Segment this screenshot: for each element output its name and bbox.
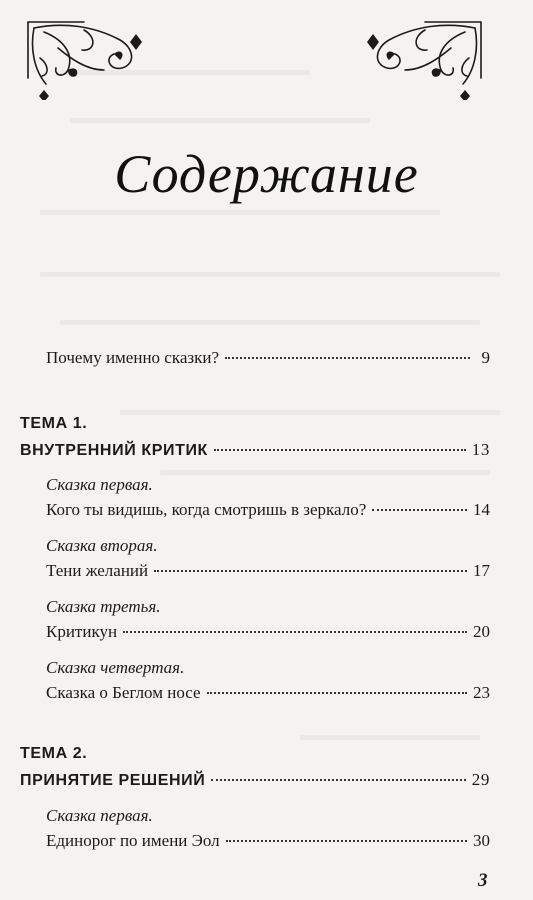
toc-entry-intro[interactable] bbox=[46, 348, 490, 372]
dot-leader bbox=[123, 631, 467, 633]
bleed-through bbox=[70, 118, 370, 123]
dot-leader bbox=[211, 779, 465, 781]
flourish-icon bbox=[357, 18, 485, 100]
toc-page-number: 30 bbox=[473, 831, 490, 850]
toc-entry-label: Почему именно сказки? bbox=[46, 348, 219, 367]
dot-leader bbox=[372, 509, 467, 511]
bleed-through bbox=[300, 735, 480, 740]
tale-ordinal: Сказка первая. bbox=[46, 806, 153, 825]
bleed-through bbox=[160, 470, 490, 475]
toc-entry-label: Единорог по имени Эол bbox=[46, 831, 220, 850]
dot-leader bbox=[225, 357, 470, 359]
toc-entry-theme-2[interactable] bbox=[20, 770, 490, 794]
theme-heading: ТЕМА 1. bbox=[20, 415, 88, 432]
page-title: Содержание bbox=[114, 144, 419, 204]
theme-heading: ТЕМА 2. bbox=[20, 745, 88, 762]
toc-entry-label: Критикун bbox=[46, 622, 118, 641]
toc-page-number: 9 bbox=[481, 348, 490, 367]
dot-leader bbox=[214, 449, 466, 451]
toc-entry-tale[interactable] bbox=[46, 683, 490, 707]
toc-entry-tale[interactable] bbox=[46, 500, 490, 524]
toc-entry-label: Кого ты видишь, когда смотришь в зеркало? bbox=[46, 500, 367, 519]
toc-page-number: 29 bbox=[471, 770, 490, 789]
page-folio: 3 bbox=[478, 870, 488, 891]
toc-page-number: 20 bbox=[473, 622, 490, 641]
toc-page-number: 14 bbox=[473, 500, 490, 519]
toc-entry-label: ВНУТРЕННИЙ КРИТИК bbox=[20, 442, 208, 459]
toc-page-number: 13 bbox=[471, 440, 490, 459]
corner-ornament-left bbox=[24, 18, 152, 100]
toc-page-number: 23 bbox=[473, 683, 490, 702]
tale-ordinal: Сказка четвертая. bbox=[46, 658, 185, 677]
flourish-icon bbox=[24, 18, 152, 100]
toc-entry-tale[interactable] bbox=[46, 622, 490, 646]
bleed-through bbox=[60, 320, 480, 325]
toc-page-number: 17 bbox=[473, 561, 490, 580]
dot-leader bbox=[226, 840, 467, 842]
dot-leader bbox=[207, 692, 467, 694]
bleed-through bbox=[120, 410, 500, 415]
toc-entry-label: Тени желаний bbox=[46, 561, 149, 580]
tale-ordinal: Сказка первая. bbox=[46, 475, 153, 494]
toc-entry-tale[interactable] bbox=[46, 831, 490, 855]
toc-entry-theme-1[interactable] bbox=[20, 440, 490, 464]
tale-ordinal: Сказка третья. bbox=[46, 597, 161, 616]
tale-ordinal: Сказка вторая. bbox=[46, 536, 158, 555]
bleed-through bbox=[40, 210, 440, 215]
dot-leader bbox=[154, 570, 467, 572]
bleed-through bbox=[40, 272, 500, 277]
corner-ornament-right bbox=[357, 18, 485, 100]
toc-entry-label: Сказка о Беглом носе bbox=[46, 683, 201, 702]
toc-entry-tale[interactable] bbox=[46, 561, 490, 585]
toc-entry-label: ПРИНЯТИЕ РЕШЕНИЙ bbox=[20, 772, 206, 789]
